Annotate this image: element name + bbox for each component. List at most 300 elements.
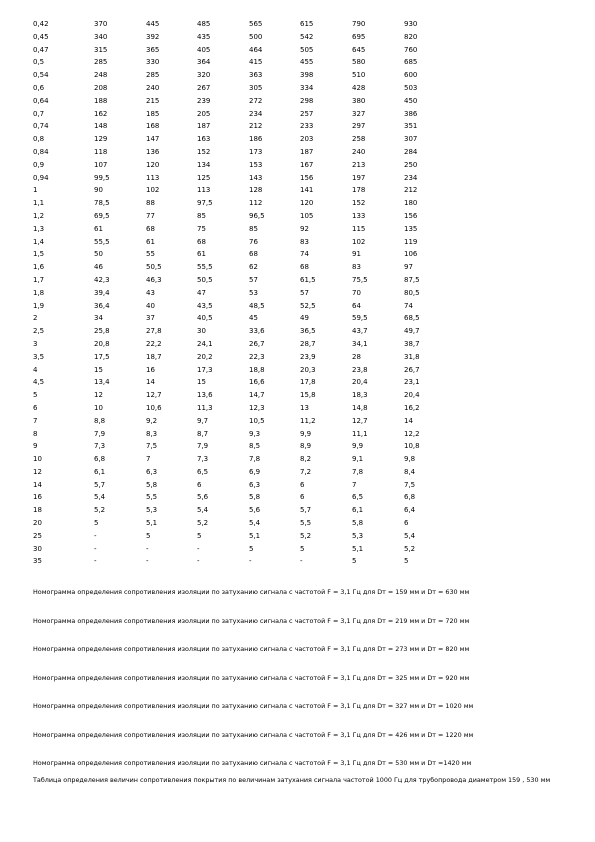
resistance-value-cell: 83 — [352, 263, 361, 272]
attenuation-value-cell: 3,5 — [33, 352, 45, 361]
resistance-value-cell: 8,3 — [146, 429, 158, 438]
resistance-value-cell: 173 — [249, 147, 263, 156]
attenuation-value-cell: 0,8 — [33, 135, 45, 144]
resistance-value-cell: 12,7 — [352, 416, 368, 425]
resistance-value-cell: 464 — [249, 45, 263, 54]
resistance-value-cell: 30 — [197, 327, 206, 336]
resistance-value-cell: 15,8 — [300, 391, 316, 400]
resistance-value-cell: 92 — [300, 224, 309, 233]
resistance-value-cell: 74 — [404, 301, 413, 310]
resistance-value-cell: 351 — [404, 122, 418, 131]
table-row — [33, 210, 444, 223]
table-row — [33, 543, 444, 556]
attenuation-value-cell: 7 — [33, 416, 38, 425]
resistance-value-cell: 118 — [94, 147, 108, 156]
attenuation-value-cell: 1,7 — [33, 275, 45, 284]
resistance-value-cell: 37 — [146, 314, 155, 323]
resistance-value-cell: 186 — [249, 135, 263, 144]
resistance-value-cell: 8,7 — [197, 429, 209, 438]
table-row — [33, 172, 444, 185]
resistance-value-cell: 240 — [352, 147, 366, 156]
table-row — [33, 312, 444, 325]
resistance-value-cell: 215 — [146, 96, 160, 105]
resistance-value-cell: 53 — [249, 288, 258, 297]
resistance-value-cell: 125 — [197, 173, 211, 182]
resistance-value-cell: 7,2 — [300, 467, 312, 476]
resistance-value-cell: 17,3 — [197, 365, 213, 374]
resistance-value-cell: 90 — [94, 186, 103, 195]
resistance-value-cell: 334 — [300, 83, 314, 92]
resistance-value-cell: 7,8 — [352, 467, 364, 476]
resistance-value-cell: 9,9 — [352, 442, 364, 451]
resistance-value-cell: 120 — [300, 199, 314, 208]
resistance-value-cell: 152 — [352, 199, 366, 208]
resistance-value-cell: 46,3 — [146, 275, 162, 284]
resistance-value-cell: 129 — [94, 135, 108, 144]
resistance-value-cell: 135 — [404, 224, 418, 233]
table-row — [33, 95, 444, 108]
resistance-value-cell: 12,3 — [249, 403, 265, 412]
table-row — [33, 120, 444, 133]
attenuation-value-cell: 8 — [33, 429, 38, 438]
resistance-value-cell: 7,8 — [249, 455, 261, 464]
resistance-value-cell: 340 — [94, 32, 108, 41]
attenuation-value-cell: 10 — [33, 455, 42, 464]
resistance-value-cell: 9,3 — [249, 429, 261, 438]
resistance-value-cell: 148 — [94, 122, 108, 131]
resistance-value-cell: 11,3 — [197, 403, 213, 412]
resistance-value-cell: 23,9 — [300, 352, 316, 361]
resistance-value-cell: 6 — [300, 493, 305, 502]
resistance-value-cell: - — [94, 557, 97, 566]
resistance-value-cell: 8,9 — [300, 442, 312, 451]
attenuation-value-cell: 0,7 — [33, 109, 45, 118]
nomogram-captions — [33, 585, 573, 770]
resistance-value-cell: 38,7 — [404, 339, 420, 348]
resistance-value-cell: 55,5 — [94, 237, 110, 246]
resistance-value-cell: 61,5 — [300, 275, 316, 284]
table-row — [33, 69, 444, 82]
resistance-value-cell: 485 — [197, 20, 211, 28]
resistance-value-cell: 40,5 — [197, 314, 213, 323]
resistance-value-cell: 5 — [300, 544, 305, 553]
attenuation-value-cell: 18 — [33, 506, 42, 515]
resistance-value-cell: 16,2 — [404, 403, 420, 412]
resistance-value-cell: 330 — [146, 58, 160, 67]
resistance-value-cell: 91 — [352, 250, 361, 259]
resistance-value-cell: 106 — [404, 250, 418, 259]
resistance-value-cell: 43,5 — [197, 301, 213, 310]
resistance-value-cell: 685 — [404, 58, 418, 67]
resistance-value-cell: 205 — [197, 109, 211, 118]
resistance-value-cell: 5,6 — [197, 493, 209, 502]
resistance-value-cell: 5,6 — [249, 506, 261, 515]
table-row — [33, 504, 444, 517]
attenuation-value-cell: 2,5 — [33, 327, 45, 336]
resistance-value-cell: 455 — [300, 58, 314, 67]
resistance-value-cell: 26,7 — [249, 339, 265, 348]
resistance-value-cell: 510 — [352, 71, 366, 80]
resistance-value-cell: 18,3 — [352, 391, 368, 400]
resistance-value-cell: 57 — [249, 275, 258, 284]
resistance-value-cell: 188 — [94, 96, 108, 105]
resistance-value-cell: 134 — [197, 160, 211, 169]
resistance-value-cell: 14 — [146, 378, 155, 387]
resistance-value-cell: 74 — [300, 250, 309, 259]
resistance-value-cell: 17,5 — [94, 352, 110, 361]
table-row — [33, 491, 444, 504]
resistance-value-cell: 180 — [404, 199, 418, 208]
resistance-value-cell: 22,3 — [249, 352, 265, 361]
resistance-value-cell: 305 — [249, 83, 263, 92]
table-row — [33, 44, 444, 57]
attenuation-value-cell: 25 — [33, 531, 42, 540]
resistance-value-cell: 68,5 — [404, 314, 420, 323]
resistance-value-cell: 386 — [404, 109, 418, 118]
resistance-value-cell: 6,1 — [352, 506, 364, 515]
resistance-value-cell: 450 — [404, 96, 418, 105]
resistance-value-cell: 85 — [249, 224, 258, 233]
resistance-value-cell: 62 — [249, 263, 258, 272]
resistance-value-cell: 85 — [197, 211, 206, 220]
table-row — [33, 146, 444, 159]
resistance-value-cell: 5,4 — [404, 531, 416, 540]
attenuation-value-cell: 14 — [33, 480, 42, 489]
resistance-value-cell: 6,3 — [249, 480, 261, 489]
resistance-value-cell: 105 — [300, 211, 314, 220]
table-row — [33, 82, 444, 95]
resistance-value-cell: 113 — [146, 173, 160, 182]
resistance-value-cell: 48,5 — [249, 301, 265, 310]
resistance-value-cell: 115 — [352, 224, 366, 233]
resistance-value-cell: 315 — [94, 45, 108, 54]
resistance-value-cell: 5 — [146, 531, 151, 540]
resistance-value-cell: 96,5 — [249, 211, 265, 220]
resistance-value-cell: 156 — [404, 211, 418, 220]
resistance-value-cell: 5,2 — [94, 506, 106, 515]
resistance-value-cell: 16,6 — [249, 378, 265, 387]
resistance-value-cell: 8,8 — [94, 416, 106, 425]
resistance-value-cell: - — [197, 544, 200, 553]
resistance-value-cell: 233 — [300, 122, 314, 131]
resistance-value-cell: 26,7 — [404, 365, 420, 374]
resistance-value-cell: 9,1 — [352, 455, 364, 464]
resistance-value-cell: 5,1 — [146, 519, 158, 528]
nomogram-caption: Номограмма определения сопротивления изоляции по затуханию сигнала с частотой F = 3,1 Гц для Dт = 219 мм и Dт = 720 мм — [33, 616, 470, 625]
resistance-value-cell: 7,9 — [197, 442, 209, 451]
resistance-value-cell: 5,5 — [300, 519, 312, 528]
attenuation-value-cell: 9 — [33, 442, 38, 451]
resistance-value-cell: 97,5 — [197, 199, 213, 208]
resistance-value-cell: 7,3 — [197, 455, 209, 464]
resistance-value-cell: 930 — [404, 20, 418, 28]
attenuation-value-cell: 5 — [33, 391, 38, 400]
table-row — [33, 261, 444, 274]
resistance-value-cell: 8,4 — [404, 467, 416, 476]
resistance-value-cell: 68 — [146, 224, 155, 233]
resistance-value-cell: 6,8 — [94, 455, 106, 464]
resistance-value-cell: 75,5 — [352, 275, 368, 284]
resistance-value-cell: 50 — [94, 250, 103, 259]
resistance-value-cell: 102 — [352, 237, 366, 246]
resistance-value-cell: 20,4 — [352, 378, 368, 387]
resistance-value-cell: 5,3 — [352, 531, 364, 540]
resistance-value-cell: 5,3 — [146, 506, 158, 515]
resistance-value-cell: 12,7 — [146, 391, 162, 400]
attenuation-value-cell: 0,42 — [33, 20, 49, 28]
resistance-value-cell: 147 — [146, 135, 160, 144]
resistance-value-cell: 7 — [146, 455, 151, 464]
resistance-value-cell: 272 — [249, 96, 263, 105]
resistance-value-cell: 187 — [300, 147, 314, 156]
nomogram-caption: Номограмма определения сопротивления изоляции по затуханию сигнала с частотой F = 3,1 Гц для Dт = 273 мм и Dт = 820 мм — [33, 645, 470, 653]
nomogram-caption: Номограмма определения сопротивления изоляции по затуханию сигнала с частотой F = 3,1 Гц для Dт = 159 мм и Dт = 630 мм — [33, 588, 470, 596]
attenuation-value-cell: 6 — [33, 403, 38, 412]
resistance-value-cell: 43 — [146, 288, 155, 297]
resistance-value-cell: 6,1 — [94, 467, 106, 476]
resistance-value-cell: 297 — [352, 122, 366, 131]
resistance-value-cell: 6,5 — [352, 493, 364, 502]
resistance-value-cell: 70 — [352, 288, 361, 297]
resistance-value-cell: 40 — [146, 301, 155, 310]
resistance-value-cell: 133 — [352, 211, 366, 220]
resistance-value-cell: 580 — [352, 58, 366, 67]
resistance-value-cell: 392 — [146, 32, 160, 41]
attenuation-value-cell: 1,4 — [33, 237, 45, 246]
resistance-value-cell: 445 — [146, 20, 160, 28]
resistance-value-cell: 5 — [404, 557, 409, 566]
resistance-value-cell: 13,4 — [94, 378, 110, 387]
resistance-value-cell: 7 — [352, 480, 357, 489]
resistance-value-cell: 285 — [146, 71, 160, 80]
resistance-value-cell: 615 — [300, 20, 314, 28]
resistance-value-cell: 6,9 — [249, 467, 261, 476]
resistance-value-cell: 213 — [352, 160, 366, 169]
resistance-value-cell: 10,5 — [249, 416, 265, 425]
attenuation-value-cell: 1,3 — [33, 224, 45, 233]
resistance-value-cell: 212 — [404, 186, 418, 195]
resistance-value-cell: 6,8 — [404, 493, 416, 502]
resistance-value-cell: 503 — [404, 83, 418, 92]
resistance-value-cell: 57 — [300, 288, 309, 297]
table-row — [33, 555, 444, 568]
resistance-value-cell: 17,8 — [300, 378, 316, 387]
resistance-value-cell: 31,8 — [404, 352, 420, 361]
attenuation-value-cell: 0,47 — [33, 45, 49, 54]
resistance-value-cell: 5,4 — [197, 506, 209, 515]
resistance-value-cell: 5,8 — [352, 519, 364, 528]
resistance-value-cell: 13 — [300, 403, 309, 412]
resistance-value-cell: 78,5 — [94, 199, 110, 208]
attenuation-value-cell: 3 — [33, 339, 38, 348]
table-row — [33, 376, 444, 389]
resistance-value-cell: 9,8 — [404, 455, 416, 464]
resistance-value-cell: 88 — [146, 199, 155, 208]
attenuation-value-cell: 0,45 — [33, 32, 49, 41]
resistance-value-cell: 248 — [94, 71, 108, 80]
table-row — [33, 530, 444, 543]
resistance-value-cell: 6 — [197, 480, 202, 489]
resistance-value-cell: 6 — [404, 519, 409, 528]
table-row — [33, 466, 444, 479]
resistance-value-cell: 99,5 — [94, 173, 110, 182]
resistance-value-cell: 285 — [94, 58, 108, 67]
table-body — [33, 18, 444, 568]
resistance-value-cell: 542 — [300, 32, 314, 41]
resistance-value-cell: 250 — [404, 160, 418, 169]
resistance-value-cell: 163 — [197, 135, 211, 144]
resistance-value-cell: 28,7 — [300, 339, 316, 348]
resistance-value-cell: 27,8 — [146, 327, 162, 336]
resistance-value-cell: 80,5 — [404, 288, 420, 297]
attenuation-value-cell: 0,74 — [33, 122, 49, 131]
resistance-value-cell: 5,4 — [249, 519, 261, 528]
attenuation-value-cell: 20 — [33, 519, 42, 528]
attenuation-value-cell: 1,5 — [33, 250, 45, 259]
table-row — [33, 236, 444, 249]
table-row — [33, 287, 444, 300]
resistance-value-cell: 23,1 — [404, 378, 420, 387]
resistance-value-cell: 500 — [249, 32, 263, 41]
resistance-value-cell: 43,7 — [352, 327, 368, 336]
resistance-value-cell: 15 — [197, 378, 206, 387]
resistance-value-cell: 25,8 — [94, 327, 110, 336]
resistance-value-cell: 5 — [249, 544, 254, 553]
resistance-value-cell: - — [146, 544, 149, 553]
resistance-value-cell: 5,1 — [352, 544, 364, 553]
attenuation-value-cell: 4 — [33, 365, 38, 374]
resistance-value-cell: 141 — [300, 186, 314, 195]
table-row — [33, 18, 444, 31]
resistance-value-cell: 5,7 — [300, 506, 312, 515]
resistance-value-cell: 77 — [146, 211, 155, 220]
resistance-value-cell: 364 — [197, 58, 211, 67]
resistance-value-cell: 102 — [146, 186, 160, 195]
resistance-value-cell: 505 — [300, 45, 314, 54]
resistance-value-cell: 8,2 — [300, 455, 312, 464]
resistance-value-cell: 12 — [94, 391, 103, 400]
resistance-value-cell: 68 — [300, 263, 309, 272]
resistance-value-cell: 112 — [249, 199, 263, 208]
table-row — [33, 440, 444, 453]
resistance-value-cell: 167 — [300, 160, 314, 169]
resistance-value-cell: 20,2 — [197, 352, 213, 361]
resistance-value-cell: 42,3 — [94, 275, 110, 284]
resistance-value-cell: 49,7 — [404, 327, 420, 336]
resistance-value-cell: 298 — [300, 96, 314, 105]
resistance-value-cell: 307 — [404, 135, 418, 144]
resistance-value-cell: 212 — [249, 122, 263, 131]
resistance-value-cell: 5 — [197, 531, 202, 540]
resistance-value-cell: 50,5 — [146, 263, 162, 272]
resistance-value-cell: 14,7 — [249, 391, 265, 400]
table-row — [33, 351, 444, 364]
resistance-value-cell: 18,8 — [249, 365, 265, 374]
resistance-value-cell: - — [249, 557, 252, 566]
resistance-value-cell: 7,3 — [94, 442, 106, 451]
table-row — [33, 428, 444, 441]
resistance-value-cell: - — [94, 531, 97, 540]
resistance-value-cell: 14,8 — [352, 403, 368, 412]
resistance-value-cell: 107 — [94, 160, 108, 169]
attenuation-value-cell: 0,54 — [33, 71, 49, 80]
resistance-value-cell: 50,5 — [197, 275, 213, 284]
nomogram-caption: Номограмма определения сопротивления изоляции по затуханию сигнала с частотой F = 3,1 Гц для Dт = 325 мм и Dт = 920 мм — [33, 673, 470, 682]
attenuation-value-cell: 1,6 — [33, 263, 45, 272]
resistance-value-cell: 320 — [197, 71, 211, 80]
resistance-value-cell: - — [197, 557, 200, 566]
table-row — [33, 197, 444, 210]
resistance-value-cell: 257 — [300, 109, 314, 118]
resistance-value-cell: 11,2 — [300, 416, 316, 425]
resistance-value-cell: 33,6 — [249, 327, 265, 336]
resistance-value-cell: 7,5 — [404, 480, 416, 489]
resistance-value-cell: 13,6 — [197, 391, 213, 400]
resistance-value-cell: 36,4 — [94, 301, 110, 310]
resistance-value-cell: 34,1 — [352, 339, 368, 348]
resistance-value-cell: 5,5 — [146, 493, 158, 502]
attenuation-value-cell: 1,2 — [33, 211, 45, 220]
resistance-value-cell: 83 — [300, 237, 309, 246]
resistance-value-cell: 36,5 — [300, 327, 316, 336]
attenuation-value-cell: 0,5 — [33, 58, 45, 67]
resistance-value-cell: 234 — [249, 109, 263, 118]
resistance-value-cell: 6,4 — [404, 506, 416, 515]
resistance-value-cell: 208 — [94, 83, 108, 92]
resistance-value-cell: 7,5 — [146, 442, 158, 451]
resistance-value-cell: 398 — [300, 71, 314, 80]
resistance-value-cell: 69,5 — [94, 211, 110, 220]
resistance-value-cell: 6 — [300, 480, 305, 489]
resistance-value-cell: 380 — [352, 96, 366, 105]
resistance-value-cell: 10,6 — [146, 403, 162, 412]
resistance-value-cell: 327 — [352, 109, 366, 118]
resistance-value-cell: - — [94, 544, 97, 553]
attenuation-value-cell: 4,5 — [33, 378, 45, 387]
attenuation-value-cell: 35 — [33, 557, 42, 566]
resistance-value-cell: 136 — [146, 147, 160, 156]
resistance-value-cell: 600 — [404, 71, 418, 80]
resistance-value-cell: 5,1 — [249, 531, 261, 540]
table-row — [33, 325, 444, 338]
resistance-value-cell: 9,7 — [197, 416, 209, 425]
resistance-value-cell: 61 — [197, 250, 206, 259]
resistance-value-cell: 20,3 — [300, 365, 316, 374]
table-row — [33, 517, 444, 530]
resistance-value-cell: 18,7 — [146, 352, 162, 361]
table-row — [33, 184, 444, 197]
table-row — [33, 274, 444, 287]
resistance-value-cell: 87,5 — [404, 275, 420, 284]
resistance-value-cell: 435 — [197, 32, 211, 41]
resistance-value-cell: 428 — [352, 83, 366, 92]
resistance-value-cell: 45 — [249, 314, 258, 323]
attenuation-value-cell: 0,6 — [33, 83, 45, 92]
resistance-value-cell: 113 — [197, 186, 211, 195]
nomogram-caption: Номограмма определения сопротивления изоляции по затуханию сигнала с частотой F = 3,1 Гц для Dт = 426 мм и Dт = 1220 мм — [33, 730, 474, 739]
resistance-value-cell: 760 — [404, 45, 418, 54]
resistance-value-cell: 258 — [352, 135, 366, 144]
resistance-value-cell: 97 — [404, 263, 413, 272]
resistance-value-cell: 76 — [249, 237, 258, 246]
resistance-value-cell: 153 — [249, 160, 263, 169]
resistance-value-cell: 7,9 — [94, 429, 106, 438]
attenuation-value-cell: 0,94 — [33, 173, 49, 182]
table-row — [33, 31, 444, 44]
table-row — [33, 300, 444, 313]
resistance-value-cell: 415 — [249, 58, 263, 67]
table-row — [33, 133, 444, 146]
